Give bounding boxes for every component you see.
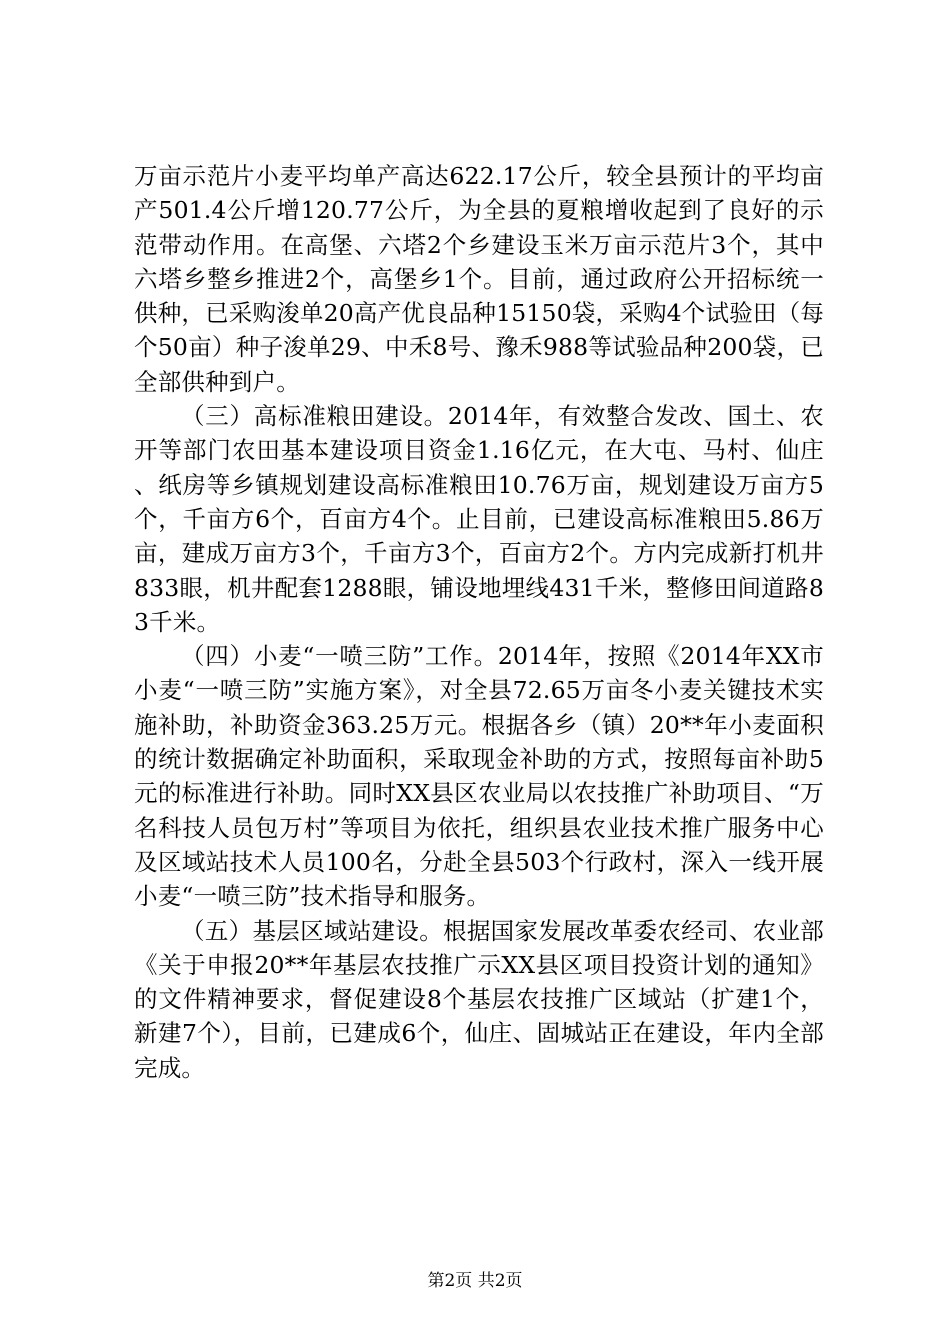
page-footer: 第2页 共2页 bbox=[427, 1271, 523, 1291]
paragraph-wheat-spray-prevention: （四）小麦“一喷三防”工作。2014年，按照《2014年XX市小麦“一喷三防”实施方案》，对全县72.65万亩冬小麦关键技术实施补助，补助资金363.25万元。根据各乡（镇）20**年小麦面积的统计数据确定补助面积，采取现金补助的方式，按照每亩补助5元的标准进行补助。同时XX县区农业局以农技推广补助项目、“万名科技人员包万村”等项目为依托，组织县农业技术推广服务中心及区域站技术人员100名，分赴全县503个行政村，深入一线开展小麦“一喷三防”技术指导和服务。 bbox=[134, 642, 824, 911]
paragraph-high-standard-farmland: （三）高标准粮田建设。2014年，有效整合发改、国土、农开等部门农田基本建设项目资金1.16亿元，在大屯、马村、仙庄、纸房等乡镇规划建设高标准粮田10.76万亩，规划建设万亩方5个，千亩方6个，百亩方4个。止目前，已建设高标准粮田5.86万亩，建成万亩方3个，千亩方3个，百亩方2个。方内完成新打机井833眼，机井配套1288眼，铺设地埋线431千米，整修田间道路83千米。 bbox=[134, 402, 824, 636]
document-body bbox=[134, 159, 824, 1085]
paragraph-regional-station: （五）基层区域站建设。根据国家发展改革委农经司、农业部《关于申报20**年基层农技推广示XX县区项目投资计划的通知》的文件精神要求，督促建设8个基层农技推广区域站（扩建1个，新建7个），目前，已建成6个，仙庄、固城站正在建设，年内全部完成。 bbox=[134, 916, 824, 1082]
paragraph-continued: 万亩示范片小麦平均单产高达622.17公斤，较全县预计的平均亩产501.4公斤增120.77公斤，为全县的夏粮增收起到了良好的示范带动作用。在高堡、六塔2个乡建设玉米万亩示范片3个，其中六塔乡整乡推进2个，高堡乡1个。目前，通过政府公开招标统一供种，已采购浚单20高产优良品种15150袋，采购4个试验田（每个50亩）种子浚单29、中禾8号、豫禾988等试验品种200袋，已全部供种到户。 bbox=[134, 162, 825, 396]
